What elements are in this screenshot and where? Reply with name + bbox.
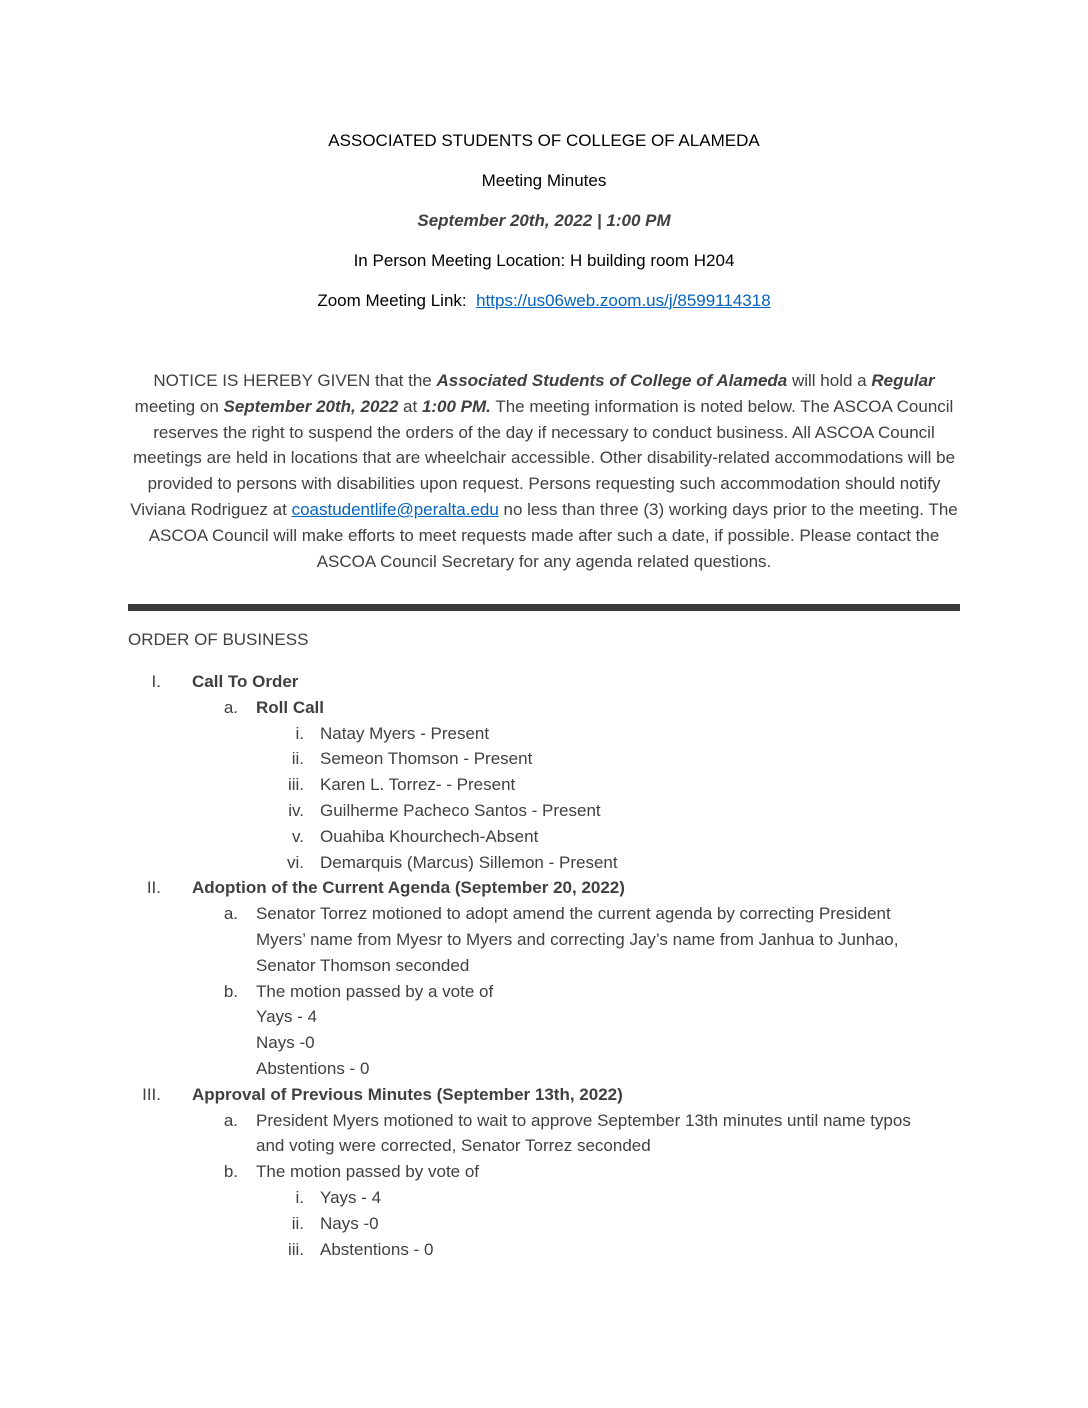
- outline-item: [0, 1056, 1088, 1082]
- notice-paragraph: [128, 368, 960, 574]
- zoom-label: Zoom Meeting Link:: [317, 291, 467, 310]
- org-title: ASSOCIATED STUDENTS OF COLLEGE OF ALAMEDA: [328, 131, 760, 150]
- outline-text: Call To Order: [192, 672, 299, 691]
- outline-text: Nays -0: [320, 1213, 379, 1233]
- outline-number: iii.: [287, 1239, 304, 1259]
- outline-text: Karen L. Torrez- - Present: [320, 775, 516, 795]
- notice-text: at: [398, 396, 422, 416]
- email-link[interactable]: coastudentlife@peralta.edu: [291, 499, 499, 519]
- meeting-location: In Person Meeting Location: H building room H204: [353, 251, 735, 270]
- outline-text: Guilherme Pacheco Santos - Present: [320, 800, 601, 820]
- notice-text: meeting on: [134, 396, 224, 416]
- notice-regular: Regular: [871, 371, 935, 390]
- notice-text: NOTICE IS HEREBY GIVEN that the: [153, 371, 437, 390]
- outline-number: b.: [223, 1162, 238, 1182]
- outline-item: [0, 1159, 1088, 1185]
- outline-number: i.: [295, 723, 304, 743]
- outline-item: [0, 695, 1088, 721]
- notice-org: Associated Students of College of Alameda: [436, 371, 788, 390]
- outline-item: [0, 721, 1088, 747]
- outline-number: ii.: [291, 749, 304, 769]
- outline-number: i.: [295, 1187, 304, 1207]
- outline-item: [0, 798, 1088, 824]
- order-of-business-heading: ORDER OF BUSINESS: [128, 630, 309, 649]
- outline-item: [0, 1030, 1088, 1056]
- outline-text: Yays - 4: [320, 1187, 382, 1207]
- outline-item: [0, 953, 1088, 979]
- outline-text: Yays - 4: [256, 1007, 318, 1027]
- notice-time: 1:00 PM.: [421, 396, 491, 416]
- outline-text: Abstentions - 0: [256, 1058, 370, 1078]
- outline-text: Demarquis (Marcus) Sillemon - Present: [320, 852, 618, 872]
- outline-number: iv.: [288, 800, 304, 820]
- meeting-datetime: September 20th, 2022 | 1:00 PM: [417, 211, 671, 230]
- section-divider: [128, 604, 960, 611]
- outline-number: I.: [151, 672, 161, 691]
- notice-text: will hold a: [787, 371, 872, 390]
- outline-item: [0, 927, 1088, 953]
- outline-number: iii.: [287, 775, 304, 795]
- outline-item: [0, 746, 1088, 772]
- outline-item: [0, 669, 1088, 695]
- outline-text: Abstentions - 0: [320, 1239, 434, 1259]
- notice-text: no less than three (3) working days prior to the meeting. The ASCOA Council will make efforts to meet requests made after such a date, if possible. Please contact the ASCOA Council Secretary for any agenda related questions.: [148, 499, 958, 571]
- outline-number: ii.: [291, 1213, 304, 1233]
- outline-text: The motion passed by a vote of: [256, 981, 494, 1001]
- outline-text: Adoption of the Current Agenda (September 20, 2022): [192, 878, 625, 898]
- outline-text: Semeon Thomson - Present: [320, 749, 533, 769]
- outline-number: b.: [223, 981, 238, 1001]
- business-outline: [0, 669, 1088, 1262]
- outline-number: a.: [223, 904, 238, 924]
- outline-text: Senator Thomson seconded: [256, 955, 470, 975]
- outline-item: [0, 1004, 1088, 1030]
- outline-number: a.: [223, 697, 238, 717]
- outline-item: [0, 1211, 1088, 1237]
- outline-text: President Myers motioned to wait to approve September 13th minutes until name typos: [256, 1110, 911, 1130]
- outline-item: [0, 901, 1088, 927]
- doc-type: Meeting Minutes: [481, 171, 607, 190]
- outline-text: Ouahiba Khourchech-Absent: [320, 826, 539, 846]
- outline-item: [0, 1185, 1088, 1211]
- outline-number: a.: [223, 1110, 238, 1130]
- outline-text: Senator Torrez motioned to adopt amend the current agenda by correcting President: [256, 904, 891, 924]
- outline-item: [0, 824, 1088, 850]
- outline-text: Myers’ name from Myesr to Myers and correcting Jay’s name from Janhua to Junhao,: [256, 929, 899, 949]
- notice-text: The meeting information is noted below. The ASCOA Council reserves the right to suspend the orders of the day if necessary to conduct business. All ASCOA Council meetings are held in locations that are wheelchair accessible. Other disability-related accommodations will be provided to persons with disabilities upon request. Persons requesting such accommodation should notify Viviana Rodriguez at: [130, 396, 956, 519]
- outline-item: [0, 1237, 1088, 1263]
- outline-item: [0, 979, 1088, 1005]
- outline-item: [0, 1082, 1088, 1108]
- outline-item: [0, 772, 1088, 798]
- notice-date: September 20th, 2022: [223, 396, 399, 416]
- outline-item: [0, 1108, 1088, 1134]
- outline-item: [0, 1133, 1088, 1159]
- outline-text: Natay Myers - Present: [320, 723, 490, 743]
- outline-number: v.: [292, 826, 304, 846]
- outline-text: Roll Call: [256, 697, 325, 717]
- outline-text: Nays -0: [256, 1033, 315, 1053]
- outline-text: and voting were corrected, Senator Torrez seconded: [256, 1136, 651, 1156]
- outline-number: III.: [142, 1084, 161, 1104]
- outline-number: vi.: [287, 852, 304, 872]
- outline-text: Approval of Previous Minutes (September 13th, 2022): [192, 1084, 623, 1104]
- zoom-link[interactable]: https://us06web.zoom.us/j/8599114318: [476, 291, 771, 310]
- outline-item: [0, 850, 1088, 876]
- outline-item: [0, 875, 1088, 901]
- zoom-line: [0, 290, 1088, 312]
- outline-number: II.: [146, 878, 161, 898]
- outline-text: The motion passed by vote of: [256, 1162, 480, 1182]
